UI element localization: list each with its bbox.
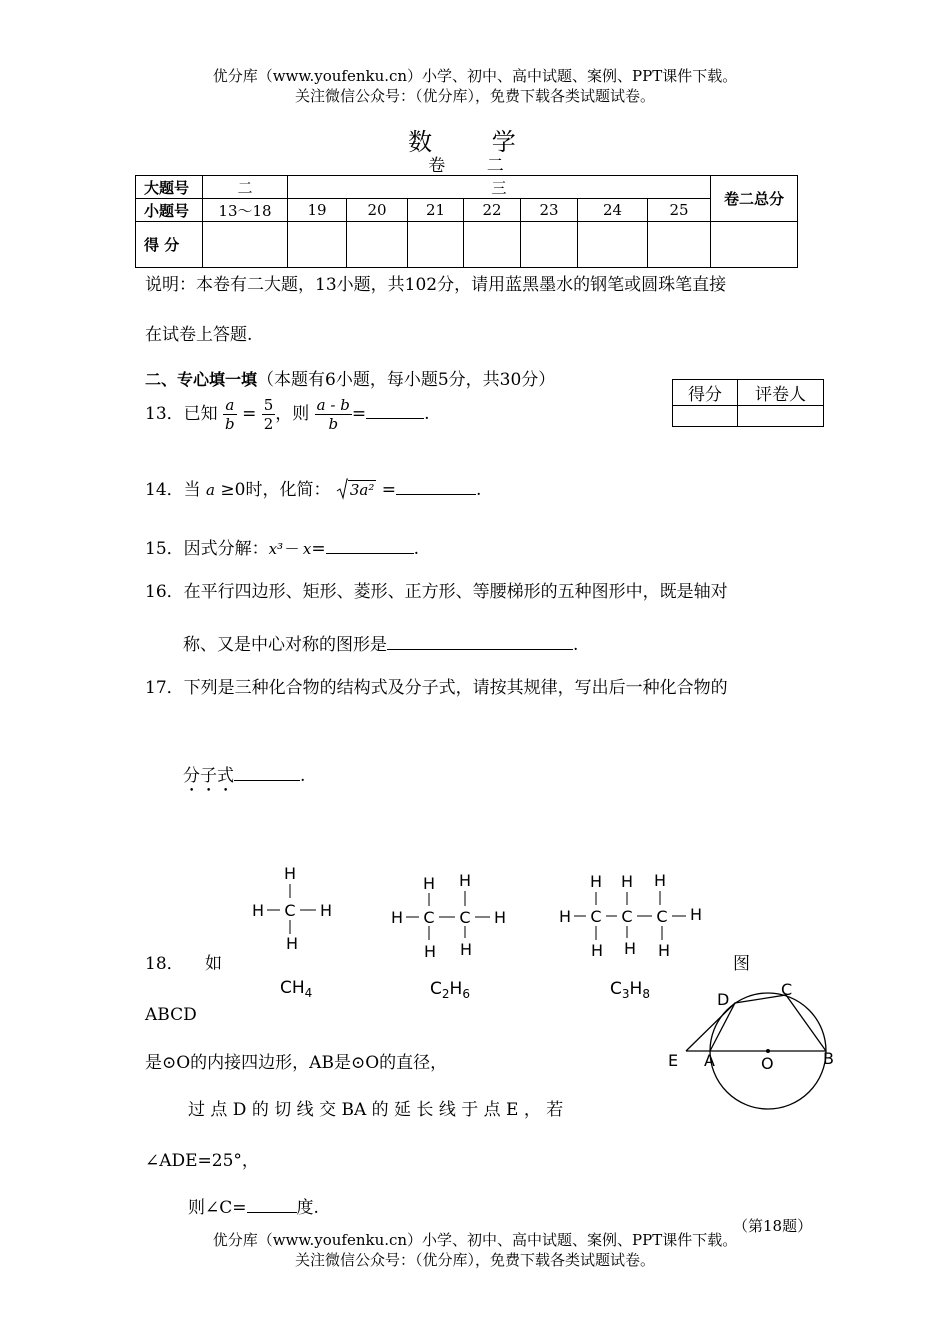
score-cell[interactable] — [347, 222, 408, 268]
frac-num: 5 — [263, 396, 274, 414]
cell-part-2: 二 — [203, 176, 288, 199]
question-17-line-2 — [183, 762, 305, 796]
frac-num: a - b — [316, 396, 350, 414]
q18-tu: 图 — [733, 954, 750, 974]
score-cell[interactable] — [288, 222, 347, 268]
item-cell: 23 — [521, 199, 578, 222]
atom-h: H — [590, 941, 604, 960]
frac-den: b — [225, 415, 235, 433]
grader-score-label: 得分 — [673, 380, 738, 406]
atom-h: H — [689, 905, 703, 924]
q14-prefix: 14．当 — [145, 480, 201, 500]
equals: = — [311, 539, 326, 559]
equals: = — [381, 480, 397, 500]
period: . — [573, 635, 579, 655]
atom-c: C — [459, 908, 471, 927]
q18-ru: 如 — [205, 954, 222, 974]
label-o: O — [761, 1054, 774, 1073]
score-cell[interactable] — [408, 222, 464, 268]
radical-sign-icon — [336, 478, 348, 500]
item-cell: 21 — [408, 199, 464, 222]
atom-h: H — [251, 901, 265, 920]
item-cell: 13～18 — [203, 199, 288, 222]
q18-line-5 — [188, 1194, 319, 1220]
atom-c: C — [621, 907, 633, 926]
q14-condition: ≥0时，化简： — [220, 480, 331, 500]
score-cell[interactable] — [521, 222, 578, 268]
answer-blank-14[interactable] — [396, 476, 476, 495]
methane-structure — [252, 864, 332, 953]
header-line-2: 关注微信公众号：（优分库），免费下载各类试题试卷。 — [294, 87, 655, 105]
cell-part-3: 三 — [288, 176, 711, 199]
period: . — [424, 404, 430, 424]
q18-suffix: 度. — [296, 1198, 319, 1218]
grader-name-label: 评卷人 — [738, 380, 824, 406]
header-line-1: 优分库（www.youfenku.cn）小学、初中、高中试题、案例、PPT课件下载。 — [212, 67, 738, 85]
atom-h: H — [283, 864, 297, 883]
row-label-score: 得 分 — [136, 222, 203, 268]
score-table — [135, 175, 798, 268]
q18-line-4: ∠ADE=25°， — [145, 1151, 259, 1171]
atom-h: H — [493, 908, 507, 927]
figure-caption: （第18题） — [733, 1217, 813, 1235]
atom-h: H — [285, 934, 299, 953]
question-14 — [145, 476, 481, 502]
frac-den: 2 — [263, 415, 274, 433]
atom-c: C — [590, 907, 602, 926]
grader-score-cell[interactable] — [673, 406, 738, 427]
frac-den: b — [328, 415, 339, 433]
radicand: 3a² — [349, 481, 375, 499]
q18-line-3: 过 点 D 的 切 线 交 BA 的 延 长 线 于 点 E ， 若 — [188, 1100, 564, 1120]
answer-blank-15[interactable] — [326, 535, 414, 554]
grader-table — [672, 379, 824, 427]
label-a: A — [704, 1051, 715, 1070]
label-d: D — [717, 990, 730, 1009]
answer-blank-18[interactable] — [247, 1194, 297, 1213]
q18-number: 18． — [145, 954, 184, 974]
score-cell[interactable] — [648, 222, 711, 268]
item-cell: 22 — [464, 199, 521, 222]
variable-a: a — [206, 481, 215, 499]
score-cell[interactable] — [464, 222, 521, 268]
q17-text: 分子式 — [183, 766, 234, 786]
period: . — [300, 766, 306, 786]
instructions-line-1: 说明：本卷有二大题，13小题，共102分，请用蓝黑墨水的钢笔或圆珠笔直接 — [145, 275, 727, 295]
section-heading — [145, 368, 555, 392]
footer-line-1: 优分库（www.youfenku.cn）小学、初中、高中试题、案例、PPT课件下载。 — [212, 1231, 738, 1249]
score-cell[interactable] — [578, 222, 648, 268]
footer-line-2: 关注微信公众号：（优分库），免费下载各类试题试卷。 — [294, 1251, 655, 1269]
label-e: E — [668, 1051, 679, 1070]
formula-c2h6: $C_2H_6$ — [430, 979, 470, 1001]
atom-c: C — [656, 907, 668, 926]
page-subtitle: 卷 二 — [428, 156, 522, 176]
center-point — [766, 1049, 770, 1053]
label-c: C — [781, 980, 793, 999]
answer-blank-17[interactable] — [234, 762, 300, 781]
answer-blank-16[interactable] — [387, 631, 573, 650]
question-16-line-2 — [183, 631, 578, 657]
atom-h: H — [623, 939, 637, 958]
atom-c: C — [423, 908, 435, 927]
page-header — [0, 66, 950, 106]
question-15 — [145, 535, 419, 561]
atom-c: C — [284, 901, 296, 920]
q13-then: ，则 — [275, 404, 310, 424]
period: . — [413, 539, 419, 559]
item-cell: 25 — [648, 199, 711, 222]
atom-h: H — [589, 872, 603, 891]
item-cell: 19 — [288, 199, 347, 222]
square-root — [336, 478, 377, 502]
grader-name-cell[interactable] — [738, 406, 824, 427]
atom-h: H — [423, 942, 437, 961]
atom-h: H — [459, 940, 473, 959]
atom-h: H — [558, 907, 572, 926]
q15-prefix: 15．因式分解： — [145, 539, 269, 559]
q18-prefix: 则∠C= — [188, 1198, 247, 1218]
label-b: B — [823, 1049, 834, 1068]
page-footer — [0, 1230, 950, 1270]
score-cell[interactable] — [203, 222, 288, 268]
atom-h: H — [390, 908, 404, 927]
equals: = — [351, 404, 367, 424]
expression: x³－ x — [268, 540, 312, 558]
item-cell: 24 — [578, 199, 648, 222]
section-note: （本题有6小题，每小题5分，共30分） — [257, 370, 556, 390]
total-score-cell[interactable] — [711, 222, 798, 268]
equals: = — [242, 404, 257, 424]
atom-h: H — [620, 872, 634, 891]
q18-line-2: 是⊙O的内接四边形，AB是⊙O的直径， — [145, 1053, 448, 1073]
atom-h: H — [422, 874, 436, 893]
fraction-a-over-b — [223, 396, 237, 433]
cell-total-label: 卷二总分 — [711, 176, 798, 222]
ethane-structure — [391, 871, 506, 961]
molecule-structures-figure — [230, 860, 720, 1005]
page-title: 数 学 — [408, 128, 542, 156]
question-17-line-1: 17．下列是三种化合物的结构式及分子式，请按其规律，写出后一种化合物的 — [145, 678, 728, 698]
row-label-major: 大题号 — [136, 176, 203, 199]
q16-text: 称、又是中心对称的图形是 — [183, 635, 387, 655]
period: . — [476, 480, 482, 500]
atom-h: H — [458, 871, 472, 890]
answer-blank-13[interactable] — [366, 400, 424, 419]
instructions-line-2: 在试卷上答题. — [145, 325, 253, 345]
fraction-5-over-2 — [262, 396, 276, 433]
fraction-a-minus-b-over-b — [315, 396, 352, 433]
formula-c3h8: $C_3H_8$ — [610, 979, 650, 1001]
q18-abcd: ABCD — [145, 1005, 197, 1025]
row-label-minor: 小题号 — [136, 199, 203, 222]
atom-h: H — [319, 901, 333, 920]
formula-ch4: $CH_4$ — [280, 978, 313, 1000]
q13-prefix: 13．已知 — [145, 404, 218, 424]
atom-h: H — [657, 941, 671, 960]
question-16-line-1: 16．在平行四边形、矩形、菱形、正方形、等腰梯形的五种图形中，既是轴对 — [145, 582, 728, 602]
section-title: 二、专心填一填 — [145, 370, 258, 389]
question-13 — [145, 396, 429, 433]
item-cell: 20 — [347, 199, 408, 222]
circle-geometry-figure — [660, 975, 840, 1110]
atom-h: H — [653, 871, 667, 890]
frac-num: a — [223, 396, 237, 415]
